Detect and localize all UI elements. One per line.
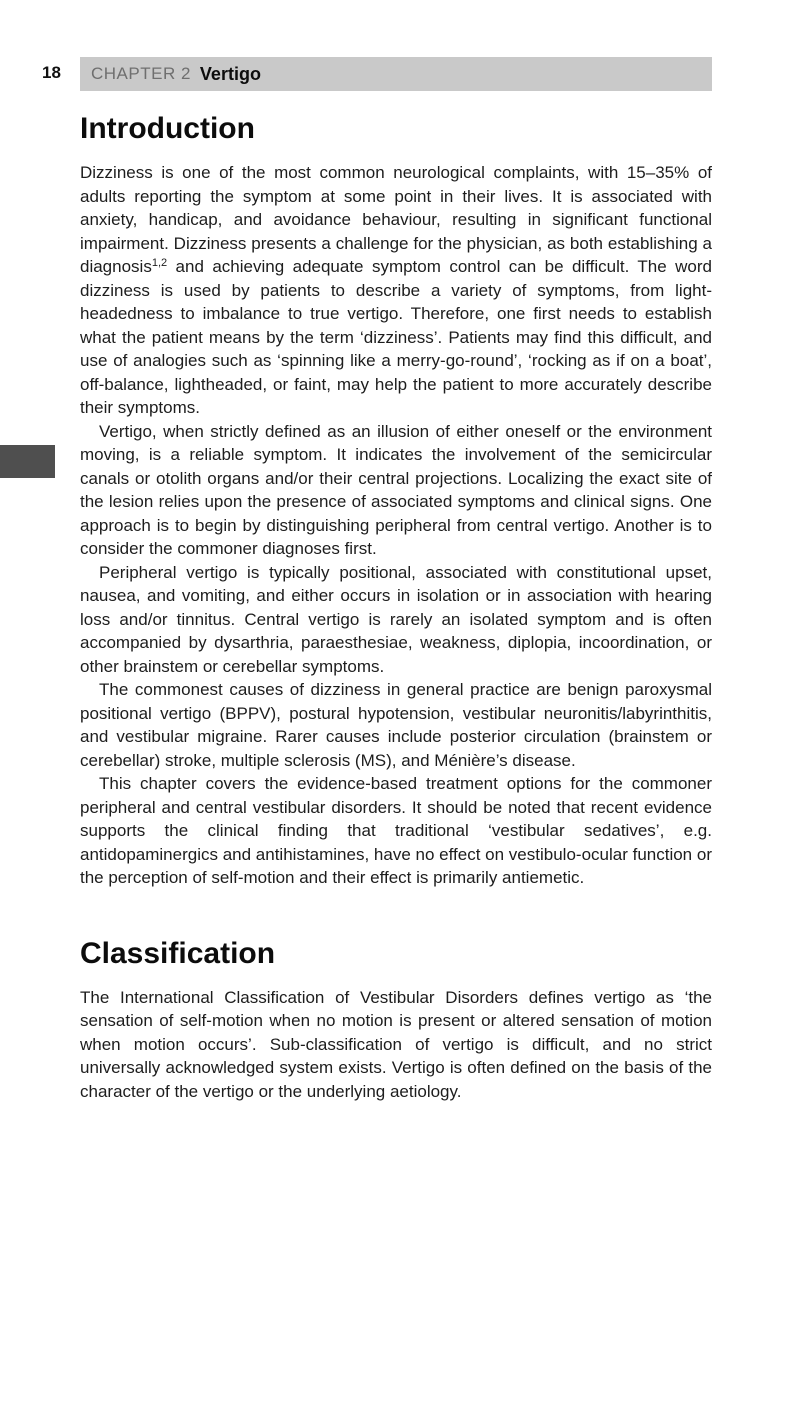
intro-paragraph-1-text-after: and achieving adequate symptom control can be difficult. The word dizziness is used by patients to describe a variety of symptoms, from light-headedness to imbalance to true vertigo. Therefore, one first needs to establish what the patient means by the term ‘dizziness’. Patients may find this difficult, and use of analogies such as ‘spinning like a merry-go-round’, ‘rocking as if on a boat’, off-balance, lightheaded, or faint, may help the patient to more accurately describe their symptoms. xyxy=(80,257,712,417)
intro-paragraph-3: Peripheral vertigo is typically positional, associated with constitutional upset, nausea, and vomiting, and either occurs in isolation or in association with hearing loss and/or tinnitus. Central vertigo is rarely an isolated symptom and is often accompanied by dysarthria, paraesthesiae, weakness, diplopia, incoordination, or other brainstem or cerebellar symptoms. xyxy=(80,562,712,676)
intro-paragraph-4: The commonest causes of dizziness in general practice are benign paroxysmal positional vertigo (BPPV), postural hypotension, vestibular neuronitis/labyrinthitis, and vestibular migraine. Rarer causes include posterior circulation (brainstem or cerebellar) stroke, multiple sclerosis (MS), and Ménière’s disease. xyxy=(80,680,712,770)
thumb-tab xyxy=(0,445,55,478)
page-number: 18 xyxy=(42,63,61,82)
chapter-header-bar xyxy=(80,57,712,91)
intro-paragraph-5: This chapter covers the evidence-based treatment options for the commoner peripheral and central vestibular disorders. It should be noted that recent evidence supports the clinical finding that traditional ‘vestibular sedatives’, e.g. antidopaminergics and antihistamines, have no effect on vestibulo-ocular function or the perception of self-motion and their effect is primarily antiemetic. xyxy=(80,774,712,887)
intro-paragraph-2: Vertigo, when strictly defined as an illusion of either oneself or the environment moving, is a reliable symptom. It indicates the involvement of the semicircular canals or otolith organs and/or their central projections. Localizing the exact site of the lesion relies upon the presence of associated symptoms and clinical signs. One approach is to begin by distinguishing peripheral from central vertigo. Another is to consider the commoner diagnoses first. xyxy=(80,421,712,558)
intro-paragraph-1 xyxy=(80,161,712,420)
reference-superscript: 1,2 xyxy=(151,257,168,269)
chapter-title: Vertigo xyxy=(199,63,261,84)
intro-paragraph-1-text-before: Dizziness is one of the most common neurological complaints, with 15–35% of adults reporting the symptom at some point in their lives. It is associated with anxiety, handicap, and avoidance behaviour, resulting in significant functional impairment. Dizziness presents a challenge for the physician, as both establishing a diagnosis xyxy=(80,163,712,276)
classification-paragraph-1: The International Classification of Vestibular Disorders defines vertigo as ‘the sensation of self-motion when no motion is present or altered sensation of motion when motion occurs’. Sub-classification of vertigo is difficult, and no strict universally acknowledged system exists. Vertigo is often defined on the basis of the character of the vertigo or the underlying aetiology. xyxy=(80,987,712,1101)
chapter-label: CHAPTER 2 xyxy=(91,64,191,83)
section-heading-classification: Classification xyxy=(80,936,276,970)
section-heading-introduction: Introduction xyxy=(80,112,255,145)
page-content xyxy=(80,112,712,1103)
